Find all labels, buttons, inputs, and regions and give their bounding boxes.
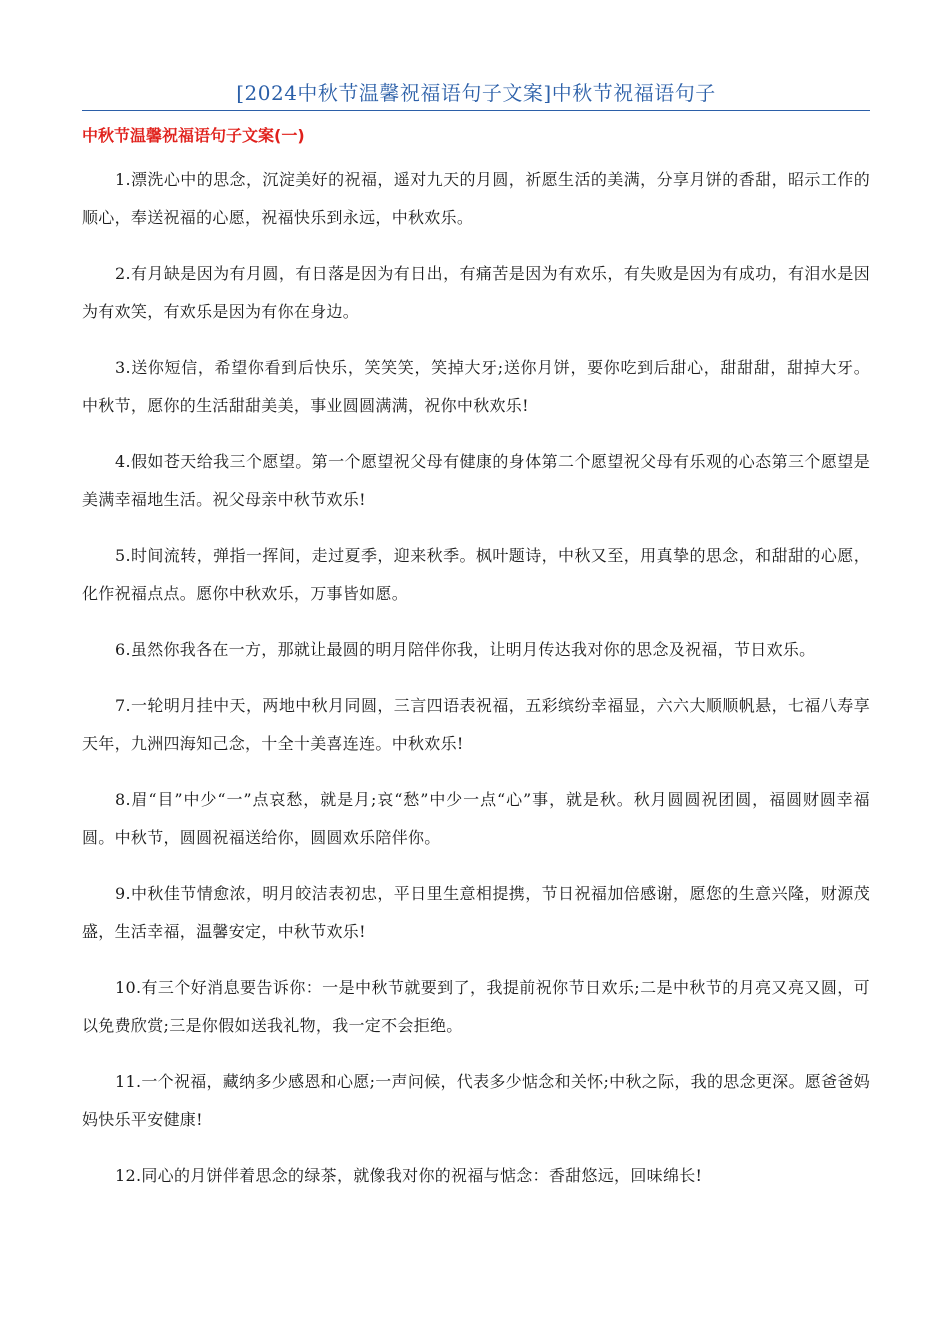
header-divider <box>82 110 870 111</box>
paragraph-8: 8.眉“目”中少“一”点哀愁，就是月;哀“愁”中少一点“心”事，就是秋。秋月圆圆祝团圆，福圆财圆幸福圆。中秋节，圆圆祝福送给你，圆圆欢乐陪伴你。 <box>82 790 870 847</box>
paragraph-list <box>82 161 870 1195</box>
paragraph-9: 9.中秋佳节情愈浓，明月皎洁表初忠，平日里生意相提携，节日祝福加倍感谢，愿您的生意兴隆，财源茂盛，生活幸福，温馨安定，中秋节欢乐! <box>82 884 870 941</box>
paragraph-7: 7.一轮明月挂中天，两地中秋月同圆，三言四语表祝福，五彩缤纷幸福显，六六大顺顺帆悬，七福八寿享天年，九洲四海知己念，十全十美喜连连。中秋欢乐! <box>82 696 870 753</box>
paragraph-10: 10.有三个好消息要告诉你：一是中秋节就要到了，我提前祝你节日欢乐;二是中秋节的月亮又亮又圆，可以免费欣赏;三是你假如送我礼物，我一定不会拒绝。 <box>82 978 870 1035</box>
document-header: [2024中秋节温馨祝福语句子文案]中秋节祝福语句子 <box>236 81 716 105</box>
paragraph-4: 4.假如苍天给我三个愿望。第一个愿望祝父母有健康的身体第二个愿望祝父母有乐观的心态第三个愿望是美满幸福地生活。祝父母亲中秋节欢乐! <box>82 452 870 509</box>
paragraph-1: 1.漂洗心中的思念，沉淀美好的祝福，遥对九天的月圆，祈愿生活的美满，分享月饼的香甜，昭示工作的顺心，奉送祝福的心愿，祝福快乐到永远，中秋欢乐。 <box>82 170 870 227</box>
document-page <box>82 0 870 1213</box>
paragraph-6: 6.虽然你我各在一方，那就让最圆的明月陪伴你我，让明月传达我对你的思念及祝福，节日欢乐。 <box>115 640 816 659</box>
paragraph-2: 2.有月缺是因为有月圆，有日落是因为有日出，有痛苦是因为有欢乐，有失败是因为有成功，有泪水是因为有欢笑，有欢乐是因为有你在身边。 <box>82 264 870 321</box>
paragraph-3: 3.送你短信，希望你看到后快乐，笑笑笑，笑掉大牙;送你月饼，要你吃到后甜心，甜甜甜，甜掉大牙。中秋节，愿你的生活甜甜美美，事业圆圆满满，祝你中秋欢乐! <box>82 358 870 415</box>
section-title: 中秋节温馨祝福语句子文案(一) <box>82 126 305 145</box>
paragraph-12: 12.同心的月饼伴着思念的绿茶，就像我对你的祝福与惦念：香甜悠远，回味绵长! <box>115 1166 703 1185</box>
paragraph-11: 11.一个祝福，藏纳多少感恩和心愿;一声问候，代表多少惦念和关怀;中秋之际，我的思念更深。愿爸爸妈妈快乐平安健康! <box>82 1072 870 1129</box>
paragraph-5: 5.时间流转，弹指一挥间，走过夏季，迎来秋季。枫叶题诗，中秋又至，用真挚的思念，和甜甜的心愿，化作祝福点点。愿你中秋欢乐，万事皆如愿。 <box>82 546 870 603</box>
